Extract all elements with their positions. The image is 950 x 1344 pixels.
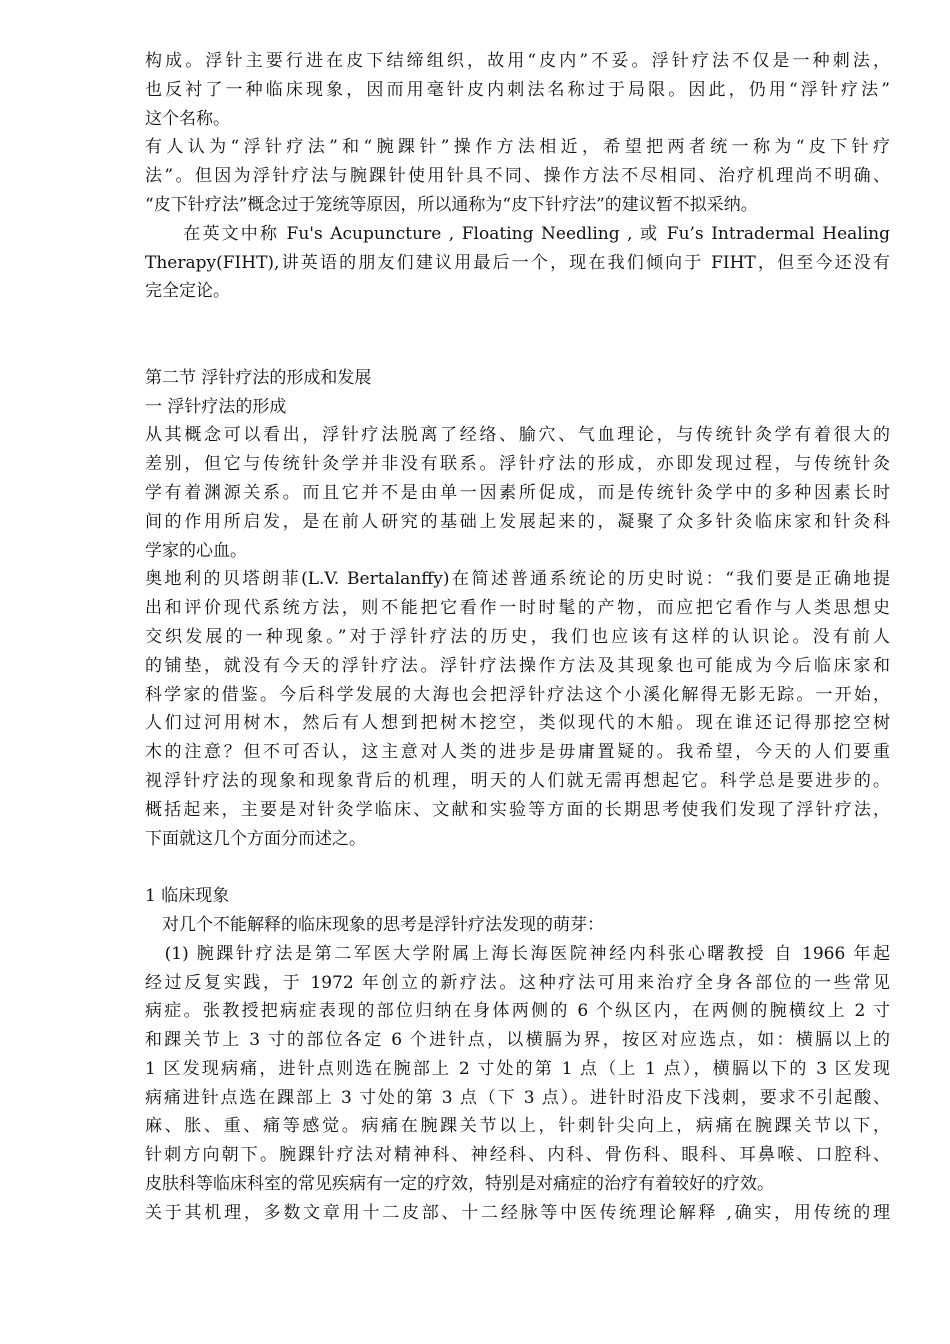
section-title: 第二节 浮针疗法的形成和发展 bbox=[145, 367, 372, 388]
text-line: 完全定论。 bbox=[145, 281, 230, 302]
text-line: 构成。浮针主要行进在皮下结缔组织，故用“皮内”不妥。浮针疗法不仅是一种刺法， bbox=[145, 51, 890, 71]
text-line: “皮下针疗法”概念过于笼统等原因，所以通称为“皮下针疗法”的建议暂不拟采纳。 bbox=[145, 194, 758, 215]
text-line: 病症。张教授把病症表现的部位归纳在身体两侧的 6 个纵区内，在两侧的腕横纹上 2 寸 bbox=[145, 1001, 890, 1022]
text-line: 奥地利的贝塔朗菲(L.V. Bertalanffy)在简述普通系统论的历史时说：“我们要是正确地提 bbox=[145, 569, 890, 590]
text-line: 概括起来，主要是对针灸学临床、文献和实验等方面的长期思考使我们发现了浮针疗法， bbox=[145, 799, 890, 820]
spacer bbox=[145, 853, 890, 882]
text-line: 皮肤科等临床科室的常见疾病有一定的疗效，特别是对痛症的治疗有着较好的疗效。 bbox=[145, 1174, 774, 1195]
spacer bbox=[145, 306, 890, 364]
text-line: 间的作用所启发，是在前人研究的基础上发展起来的，凝聚了众多针灸临床家和针灸科 bbox=[145, 511, 890, 532]
intro-block bbox=[145, 47, 890, 306]
text-line: 经过反复实践，于 1972 年创立的新疗法。这种疗法可用来治疗全身各部位的一些常见 bbox=[145, 972, 890, 993]
text-line: Therapy(FIHT),讲英语的朋友们建议用最后一个，现在我们倾向于 FIHT，但至今还没有 bbox=[145, 252, 890, 273]
text-line: 人们过河用树木，然后有人想到把树木挖空，类似现代的木船。现在谁还记得那挖空树 bbox=[145, 713, 890, 734]
text-line: 学家的心血。 bbox=[145, 540, 247, 561]
text-line: 差别，但它与传统针灸学并非没有联系。浮针疗法的形成，亦即发现过程，与传统针灸 bbox=[145, 454, 890, 475]
section-subtitle: 一 浮针疗法的形成 bbox=[145, 396, 287, 417]
document-page bbox=[145, 47, 890, 1228]
text-line: 这个名称。 bbox=[145, 108, 230, 129]
text-line: 1 区发现病痛，进针点则选在腕部上 2 寸处的第 1 点（上 1 点），横膈以下的 3 区发现 bbox=[145, 1058, 890, 1079]
text-line: 也反衬了一种临床现象，因而用毫针皮内刺法名称过于局限。因此，仍用“浮针疗法” bbox=[145, 79, 890, 100]
text-line: (1) 腕踝针疗法是第二军医大学附属上海长海医院神经内科张心曙教授 自 1966 年起 bbox=[145, 943, 890, 964]
text-line: 出和评价现代系统方法，则不能把它看作一时时髦的产物，而应把它看作与人类思想史 bbox=[145, 598, 890, 619]
text-line: 从其概念可以看出，浮针疗法脱离了经络、腧穴、气血理论，与传统针灸学有着很大的 bbox=[145, 425, 890, 446]
subsection-title: 1 临床现象 bbox=[145, 886, 230, 907]
clinical-block bbox=[145, 882, 890, 1228]
text-line: 下面就这几个方面分而述之。 bbox=[145, 828, 366, 849]
text-line: 木的注意？但不可否认，这主意对人类的进步是毋庸置疑的。我希望，今天的人们要重 bbox=[145, 742, 890, 763]
text-line: 关于其机理，多数文章用十二皮部、十二经脉等中医传统理论解释 ,确实，用传统的理 bbox=[145, 1202, 890, 1223]
text-line: 的铺垫，就没有今天的浮针疗法。浮针疗法操作方法及其现象也可能成为今后临床家和 bbox=[145, 655, 890, 676]
text-line: 对几个不能解释的临床现象的思考是浮针疗法发现的萌芽： bbox=[145, 914, 604, 935]
text-line: 有人认为“浮针疗法”和“腕踝针”操作方法相近，希望把两者统一称为“皮下针疗 bbox=[145, 137, 890, 158]
text-line: 在英文中称 Fu's Acupuncture , Floating Needling , 或 Fu’s Intradermal Healing bbox=[145, 223, 890, 244]
text-line: 病痛进针点选在踝部上 3 寸处的第 3 点（下 3 点）。进针时沿皮下浅刺，要求不引起酸、 bbox=[145, 1087, 890, 1108]
text-line: 麻、胀、重、痛等感觉。病痛在腕踝关节以上，针刺针尖向上，病痛在腕踝关节以下， bbox=[145, 1116, 890, 1137]
text-line: 法”。但因为浮针疗法与腕踝针使用针具不同、操作方法不尽相同、治疗机理尚不明确、 bbox=[145, 166, 890, 187]
text-line: 针刺方向朝下。腕踝针疗法对精神科、神经科、内科、骨伤科、眼科、耳鼻喉、口腔科、 bbox=[145, 1145, 890, 1166]
text-line: 和踝关节上 3 寸的部位各定 6 个进针点，以横膈为界，按区对应选点，如：横膈以上的 bbox=[145, 1030, 890, 1051]
text-line: 交织发展的一种现象。”对于浮针疗法的历史，我们也应该有这样的认识论。没有前人 bbox=[145, 626, 890, 647]
text-line: 学有着渊源关系。而且它并不是由单一因素所促成，而是传统针灸学中的多种因素长时 bbox=[145, 482, 890, 503]
text-line: 科学家的借鉴。今后科学发展的大海也会把浮针疗法这个小溪化解得无影无踪。一开始， bbox=[145, 684, 890, 705]
text-line: 视浮针疗法的现象和现象背后的机理，明天的人们就无需再想起它。科学总是要进步的。 bbox=[145, 770, 890, 791]
section-block bbox=[145, 364, 890, 854]
